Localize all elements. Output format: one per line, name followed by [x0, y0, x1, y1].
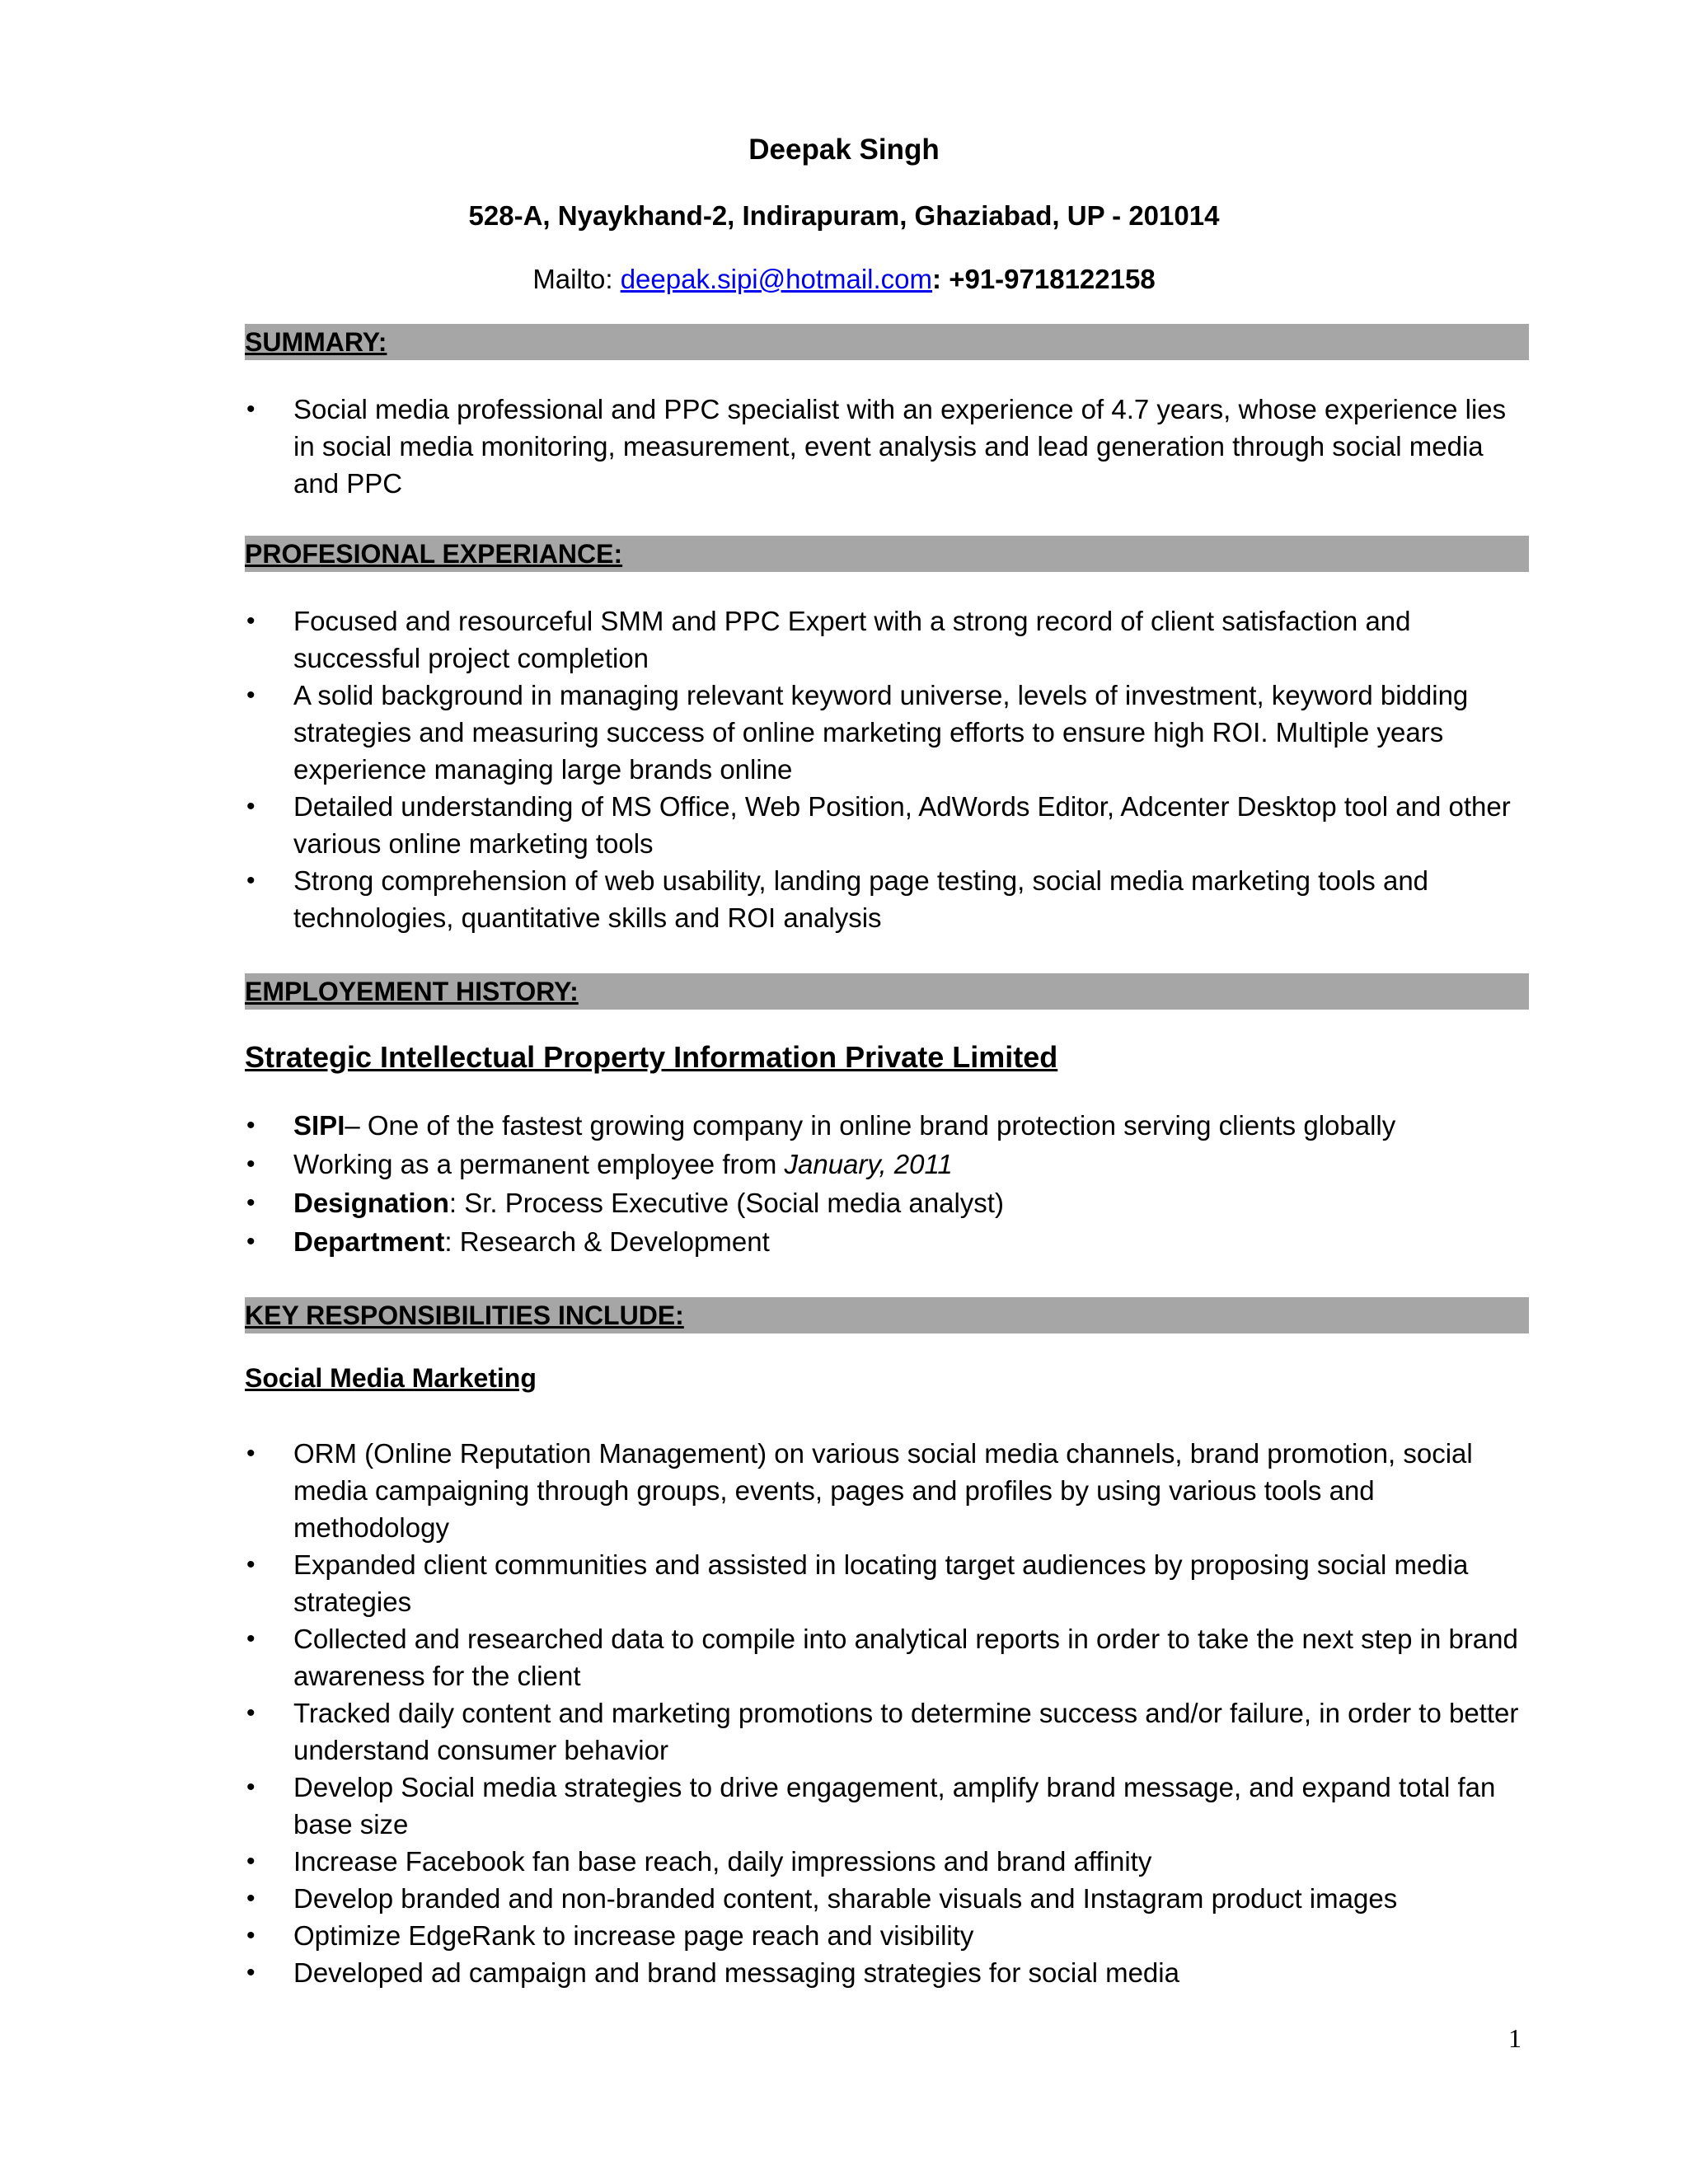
list-item-text: Expanded client communities and assisted in locating target audiences by proposing social media strategies	[293, 1549, 1469, 1617]
responsibilities-heading: KEY RESPONSIBILITIES INCLUDE:	[245, 1301, 684, 1330]
list-item	[245, 1107, 1531, 1145]
email-link[interactable]: deepak.sipi@hotmail.com	[620, 264, 933, 294]
list-item-text: Developed ad campaign and brand messaging strategies for social media	[293, 1957, 1179, 1988]
list-item-text: Develop Social media strategies to drive engagement, amplify brand message, and expand total fan base size	[293, 1772, 1496, 1840]
department-text: : Research & Development	[444, 1226, 770, 1257]
list-item	[245, 1223, 1531, 1261]
bullet-icon: •	[246, 1848, 256, 1875]
designation-text: : Sr. Process Executive (Social media analyst)	[448, 1188, 1004, 1218]
list-item	[245, 1184, 1531, 1222]
company-name: Strategic Intellectual Property Information Private Limited	[245, 1040, 1058, 1074]
responsibilities-list	[245, 1435, 1531, 1991]
list-item	[245, 1546, 1531, 1620]
contact-line	[0, 263, 1688, 296]
bullet-icon: •	[246, 607, 256, 635]
bullet-icon: •	[246, 1551, 256, 1578]
experience-heading: PROFESIONAL EXPERIANCE:	[245, 539, 623, 569]
bullet-icon: •	[246, 1189, 256, 1216]
bullet-icon: •	[246, 867, 256, 894]
experience-list	[245, 602, 1531, 936]
bullet-icon: •	[246, 1922, 256, 1949]
list-item-text: Tracked daily content and marketing promotions to determine success and/or failure, in order to better understand consumer behavior	[293, 1698, 1519, 1765]
list-item	[245, 1954, 1531, 1991]
list-item	[245, 1917, 1531, 1954]
page-number: 1	[1508, 2023, 1522, 2053]
bullet-icon: •	[246, 1774, 256, 1801]
list-item-text: Focused and resourceful SMM and PPC Expert with a strong record of client satisfaction and successful project completion	[293, 606, 1411, 673]
list-item-text: Strong comprehension of web usability, landing page testing, social media marketing tools and technologies, quantitative skills and ROI analysis	[293, 865, 1429, 933]
bullet-icon: •	[246, 1440, 256, 1467]
list-item-text: Optimize EdgeRank to increase page reach and visibility	[293, 1920, 974, 1951]
bullet-icon: •	[246, 396, 256, 423]
list-item-text: A solid background in managing relevant keyword universe, levels of investment, keyword bidding strategies and measuring success of online marketing efforts to ensure high ROI. Multiple years experience managing large brands online	[293, 680, 1469, 785]
list-item	[245, 1620, 1531, 1694]
list-item	[245, 862, 1531, 936]
list-item-text: Increase Facebook fan base reach, daily impressions and brand affinity	[293, 1846, 1152, 1877]
candidate-name: Deepak Singh	[748, 134, 940, 166]
summary-heading: SUMMARY:	[245, 327, 387, 357]
bullet-icon: •	[246, 1959, 256, 1986]
list-item	[245, 677, 1531, 788]
list-item	[245, 1843, 1531, 1880]
list-item	[245, 1435, 1531, 1546]
working-date: January, 2011	[784, 1149, 953, 1179]
list-item	[245, 602, 1531, 677]
summary-list	[245, 391, 1531, 502]
designation-label: Designation	[293, 1188, 449, 1218]
list-item	[245, 1146, 1531, 1183]
list-item-text: Detailed understanding of MS Office, Web Position, AdWords Editor, Adcenter Desktop tool and other various online marketing tools	[293, 791, 1511, 859]
list-item	[245, 1694, 1531, 1769]
bullet-icon: •	[246, 1625, 256, 1652]
list-item-text: Social media professional and PPC specialist with an experience of 4.7 years, whose experience lies in social media monitoring, measurement, event analysis and lead generation through social media and PPC	[293, 394, 1507, 499]
employment-list	[245, 1107, 1531, 1262]
department-label: Department	[293, 1226, 445, 1257]
bullet-icon: •	[246, 1228, 256, 1255]
bullet-icon: •	[246, 1885, 256, 1912]
list-item-text: Collected and researched data to compile into analytical reports in order to take the next step in brand awareness for the client	[293, 1624, 1518, 1691]
sipi-text: – One of the fastest growing company in online brand protection serving clients globally	[345, 1110, 1396, 1141]
bullet-icon: •	[246, 1112, 256, 1139]
list-item-text: Develop branded and non-branded content, sharable visuals and Instagram product images	[293, 1883, 1398, 1914]
list-item	[245, 1769, 1531, 1843]
candidate-address: 528-A, Nyaykhand-2, Indirapuram, Ghaziabad, UP - 201014	[468, 200, 1220, 231]
list-item-text: ORM (Online Reputation Management) on various social media channels, brand promotion, social media campaigning through groups, events, pages and profiles by using various tools and methodology	[293, 1438, 1473, 1543]
mailto-label: Mailto:	[532, 264, 621, 294]
bullet-icon: •	[246, 682, 256, 709]
list-item	[245, 788, 1531, 862]
working-text: Working as a permanent employee from	[293, 1149, 785, 1179]
bullet-icon: •	[246, 1151, 256, 1178]
bullet-icon: •	[246, 793, 256, 820]
phone-number: : +91-9718122158	[932, 264, 1156, 294]
summary-section-bar	[245, 324, 1529, 360]
list-item	[245, 1880, 1531, 1917]
bullet-icon: •	[246, 1699, 256, 1727]
responsibilities-subheading: Social Media Marketing	[245, 1363, 537, 1393]
sipi-label: SIPI	[293, 1110, 345, 1141]
list-item	[245, 391, 1531, 502]
employment-heading: EMPLOYEMENT HISTORY:	[245, 977, 579, 1006]
